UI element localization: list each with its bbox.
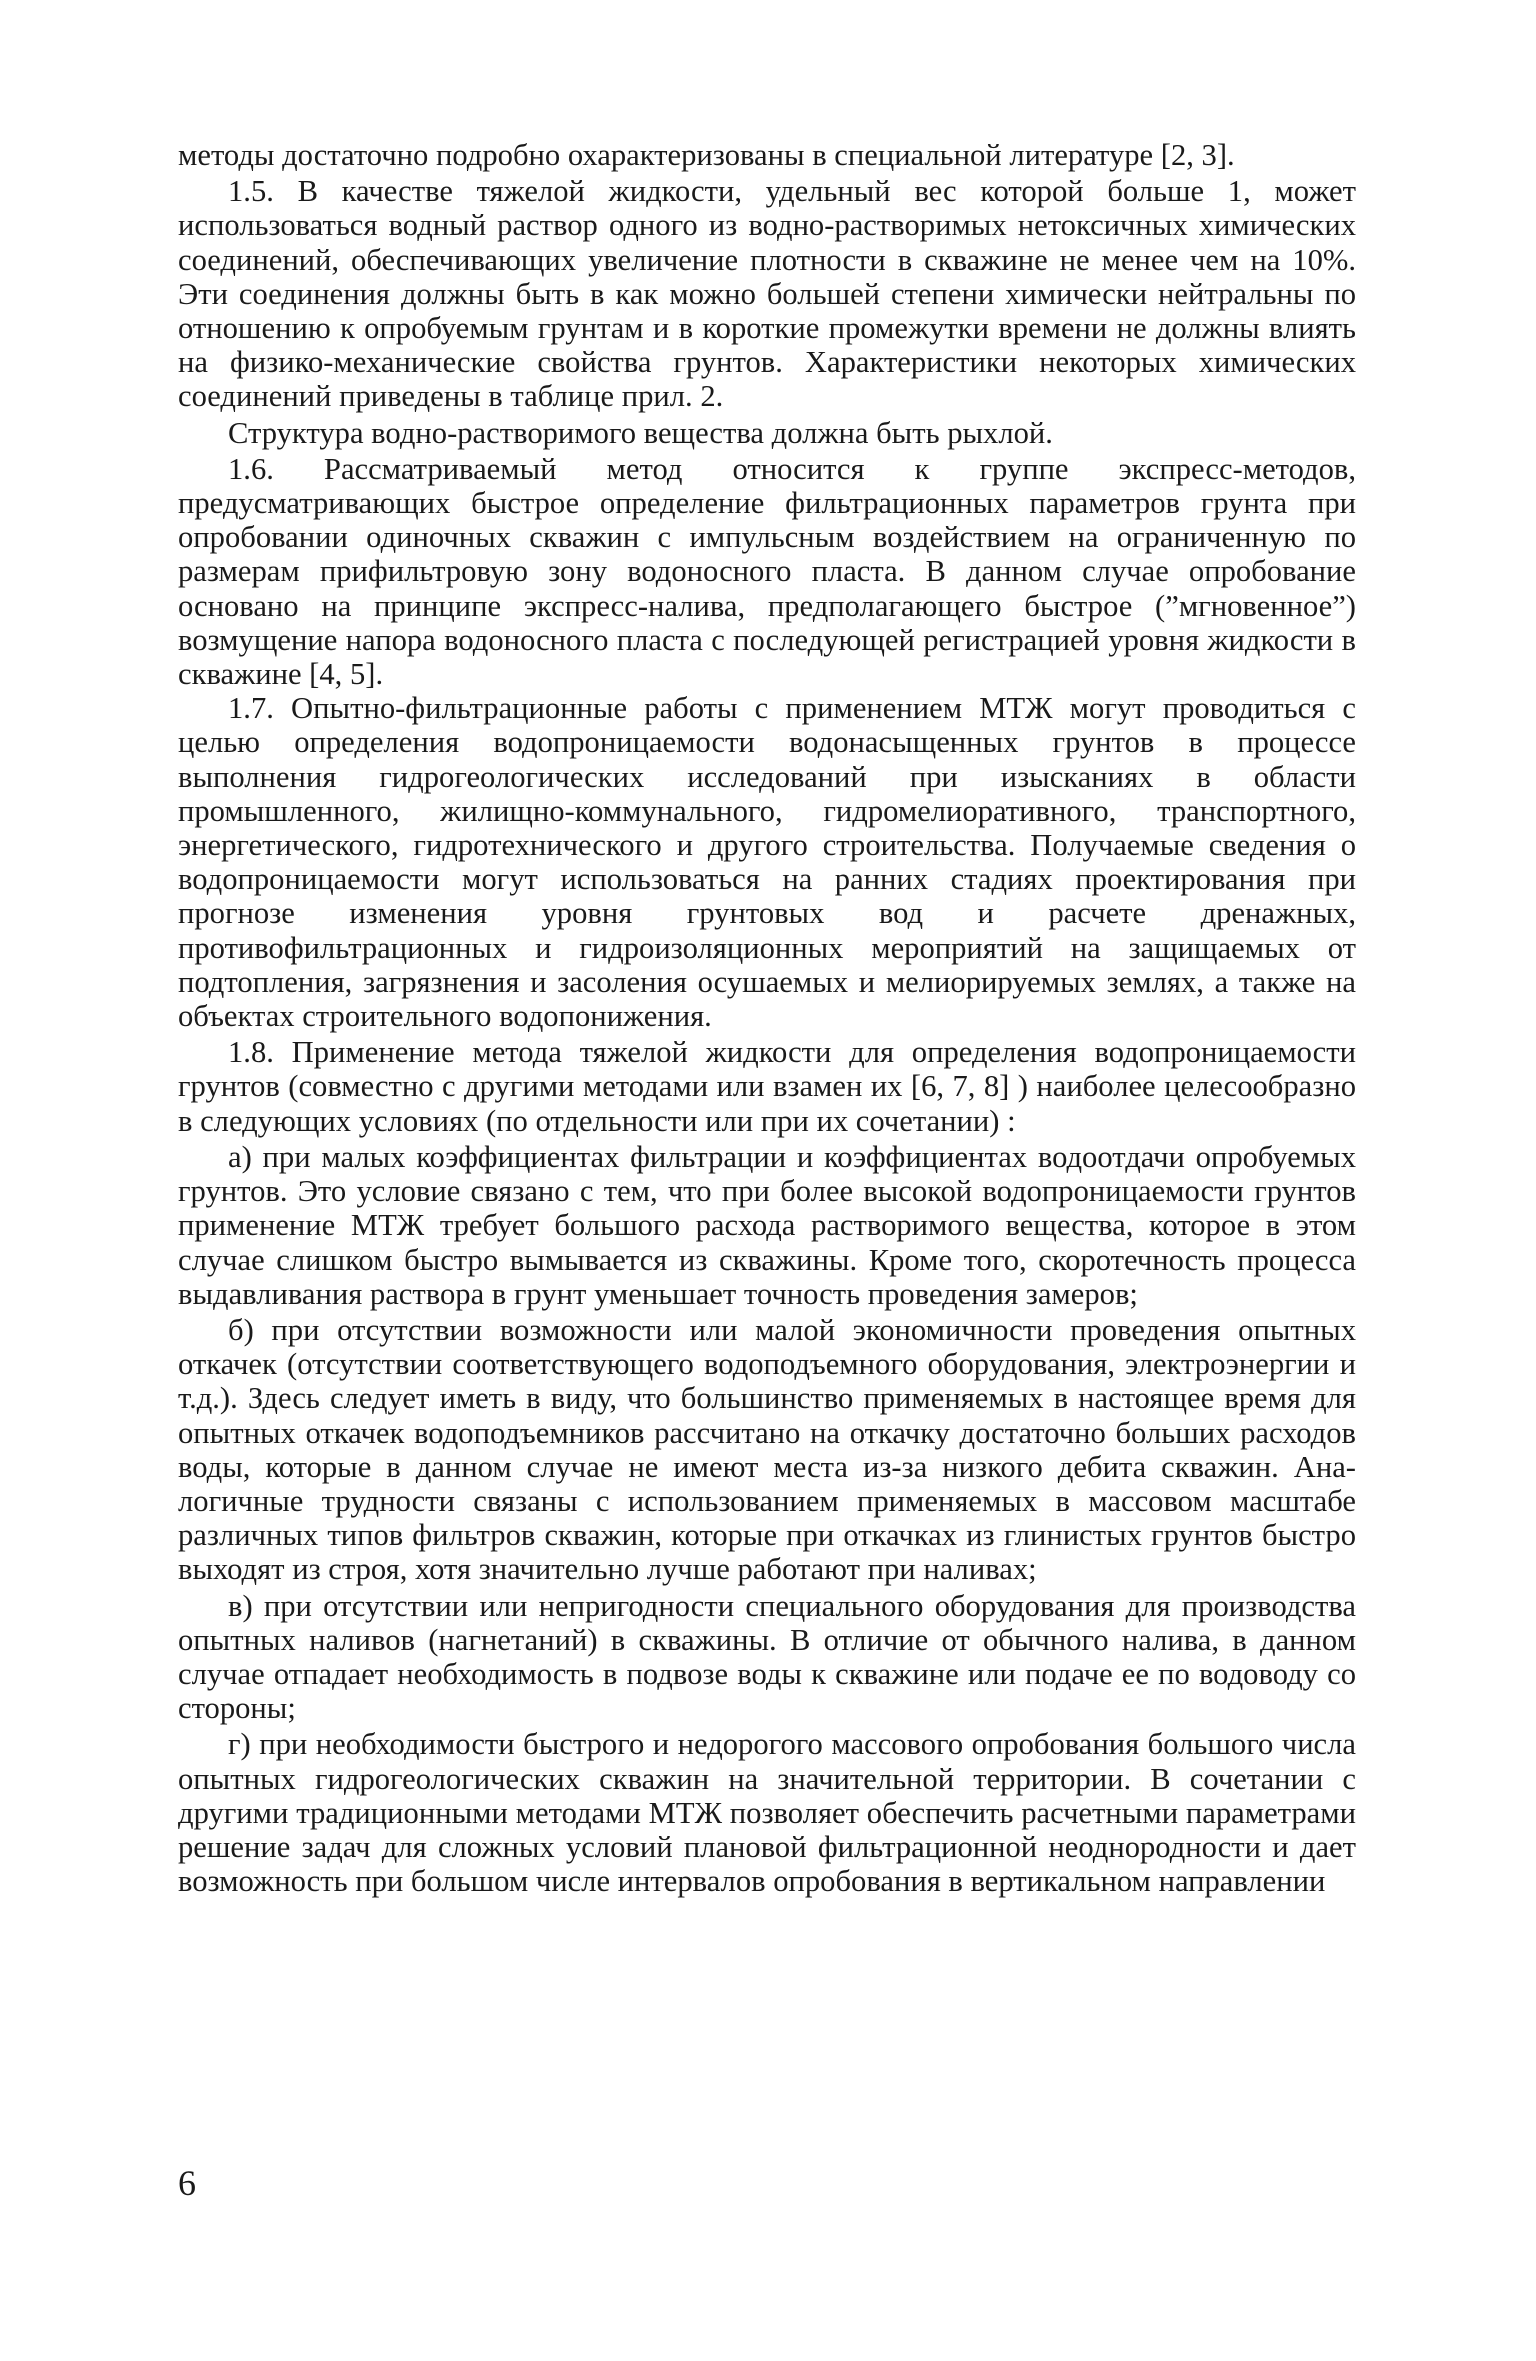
paragraph-structure-note: Структура водно-растворимого вещества должна быть рыхлой. <box>228 415 1053 450</box>
list-item-g: г) при необходимости быстрого и недорогого массового опробования большого числа опытных гидрогеологических скважин на значительной территории. В сочетании с другими традиционными методами МТЖ позволяет обеспечить расчетными параметрами решение задач для сложных условий плановой фильтрационной неоднородности и дает возможность при большом числе интервалов опробования в вертикальном направлении <box>178 1727 1356 1899</box>
paragraph-1-7: 1.7. Опытно-фильтрационные работы с применением МТЖ могут проводиться с целью определения водопроницаемости водонасыщенных грунтов в процессе выполнения гидрогеологических исследований при изысканиях в области промышленного, жилищно-коммунального, гидромелиоративного, транспортного, энергетического, гидротехнического и другого строительства. Получаемые сведения о водопроницаемости могут использоваться на ранних стадиях проектирования при прогнозе изменения уровня грунтовых вод и расчете дренажных, противофильтрационных и гидроизоляционных мероприятий на защищаемых от подтопления, загрязнения и засоления осушаемых и мелиорируемых землях, а также на объектах строительного водопонижения. <box>178 691 1356 1034</box>
paragraph-1-6: 1.6. Рассматриваемый метод относится к группе экспресс-методов, предусматривающих быстрое определение фильтрационных параметров грунта при опробовании одиночных скважин с импульсным воздействием на ограниченную по размерам прифильтровую зону водоносного пласта. В данном случае опробование основано на принципе экспресс-налива, предполагающего быстрое (”мгновенное”) возмущение напора водоносного пласта с последующей регистрацией уровня жидкости в скважине [4, 5]. <box>178 451 1356 692</box>
paragraph-1-5: 1.5. В качестве тяжелой жидкости, удельный вес которой больше 1, может использоваться водный раствор одного из водно-растворимых нетоксичных химических соединений, обеспечивающих увеличение плотности в скважине не менее чем на 10%. Эти соединения должны быть в как можно большей степени химически нейтральны по отношению к опробуемым грунтам и в короткие промежутки времени не должны влиять на физико-механические свойства грунтов. Характеристики некоторых химических соединений приведены в таблице прил. 2. <box>178 174 1356 414</box>
page-number: 6 <box>178 2163 196 2203</box>
paragraph-1-8: 1.8. Применение метода тяжелой жидкости для определения водопроницаемости грунтов (совместно с другими методами или взамен их [6, 7, 8] ) наиболее целесообразно в следующих условиях (по отдельности или при их сочетании) : <box>178 1035 1356 1138</box>
list-item-b: б) при отсутствии возможности или малой экономичности проведения опытных откачек (отсутствии соответствующего водоподъемного оборудования, электроэнергии и т.д.). Здесь следует иметь в виду, что большинство применяемых в настоящее время для опытных откачек водоподъемников рассчитано на откачку достаточно больших расходов воды, которые в данном случае не имеют места из-за низкого дебита скважин. Аналогичные трудности связаны с использованием применяемых в массовом масштабе различных типов фильтров скважин, которые при откачках из глинистых грунтов быстро выходят из строя, хотя значительно лучше работают при наливах; <box>178 1312 1356 1587</box>
list-item-a: а) при малых коэффициентах фильтрации и коэффициентах водоотдачи опробуемых грунтов. Это условие связано с тем, что при более высокой водопроницаемости грунтов применение МТЖ требует большого расхода растворимого вещества, которое в этом случае слишком быстро вымывается из скважины. Кроме того, скоротечность процесса выдавливания раствора в грунт уменьшает точность проведения замеров; <box>178 1139 1356 1311</box>
list-item-v: в) при отсутствии или непригодности специального оборудования для производства опытных наливов (нагнетаний) в скважины. В отличие от обычного налива, в данном случае отпадает необходимость в подвозе воды к скважине или подаче ее по водоводу со стороны; <box>178 1588 1356 1726</box>
page-body <box>178 138 1356 1898</box>
paragraph-continuation: методы достаточно подробно охарактеризованы в специальной литературе [2, 3]. <box>178 138 1235 172</box>
